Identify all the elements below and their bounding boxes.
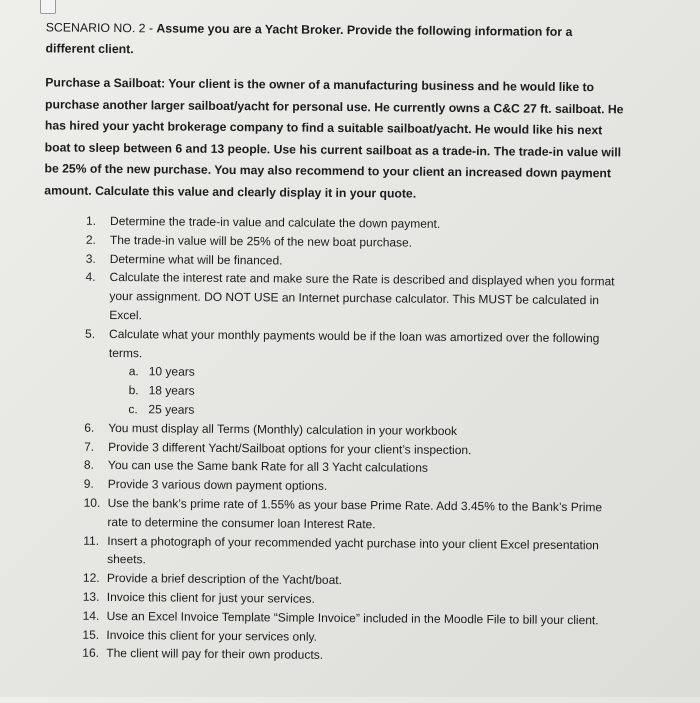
task-list	[82, 212, 616, 668]
item-text: The trade-in value will be 25% of the new boat purchase.	[109, 232, 413, 250]
item-number: 15.	[82, 627, 100, 642]
item-text: Calculate the interest rate and make sure the Rate is described and displayed when you format your assignment. DO NOT USE an Internet purchase calculator. This MUST be calculated in Excel.	[109, 270, 615, 323]
sub-item-text: 18 years	[148, 383, 195, 398]
item-text: Provide 3 different Yacht/Sailboat options for your client’s inspection.	[108, 439, 472, 457]
item-number: 12.	[82, 570, 100, 586]
item-number: 11.	[83, 533, 100, 548]
list-item	[85, 268, 615, 329]
item-text: You must display all Terms (Monthly) calculation in your workbook	[108, 420, 458, 438]
list-item	[83, 494, 613, 536]
item-text: Use the bank’s prime rate of 1.55% as your base Prime Rate. Add 3.45% to the Bank’s Prime rate to determine the consumer loan Interest Rate.	[107, 495, 603, 532]
heading-rest: Assume you are a Yacht Broker. Provide the following information for a different client.	[45, 21, 573, 57]
item-number: 10.	[83, 495, 101, 510]
item-number: 5.	[85, 326, 96, 341]
item-number: 14.	[82, 608, 100, 623]
scenario-heading	[45, 17, 620, 64]
item-text: Invoice this client for your services only.	[106, 627, 318, 644]
item-number: 4.	[85, 270, 96, 285]
sub-item-letter: b.	[128, 383, 139, 398]
item-text: You can use the Same bank Rate for all 3 Yacht calculations	[107, 458, 428, 476]
list-item	[82, 644, 612, 667]
sub-item-text: 25 years	[148, 402, 195, 417]
item-number: 16.	[82, 646, 100, 661]
item-number: 1.	[86, 213, 97, 228]
list-item	[85, 325, 615, 367]
heading-prefix: SCENARIO NO. 2 -	[45, 20, 157, 36]
intro-paragraph: Purchase a Sailboat: Your client is the owner of a manufacturing business and he would like to purchase another larger sailboat/yacht for personal use. He currently owns a C&C 27 ft. sailboat. He has hired your yacht brokerage company to find a suitable sailboat/yacht. He would like his next boat to sleep between 6 and 13 people. Use his current sailboat as a trade-in. The trade-in value will be 25% of the new purchase. You may also recommend to your client an increased down payment amount. Calculate this value and clearly display it in your quote.	[44, 75, 624, 201]
item-number: 2.	[85, 232, 96, 247]
sub-item-text: 10 years	[148, 364, 195, 380]
sub-item-letter: a.	[128, 364, 139, 379]
list-item	[83, 531, 613, 573]
item-text: Use an Excel Invoice Template “Simple Invoice” included in the Moodle File to bill your client.	[106, 608, 599, 627]
item-text: Provide a brief description of the Yacht/boat.	[106, 571, 343, 588]
item-number: 13.	[82, 589, 100, 604]
item-number: 7.	[84, 439, 95, 454]
item-text: Determine what will be financed.	[109, 251, 283, 268]
item-text: Determine the trade-in value and calculate the down payment.	[110, 213, 441, 231]
item-number: 8.	[83, 458, 95, 473]
item-number: 3.	[85, 251, 96, 266]
item-number: 9.	[83, 476, 94, 491]
sub-item-letter: c.	[128, 402, 138, 417]
item-text: Insert a photograph of your recommended yacht purchase into your client Excel presentation sheets.	[107, 533, 599, 567]
item-text: Calculate what your monthly payments would be if the loan was amortized over the following terms.	[108, 326, 600, 360]
item-text: Provide 3 various down payment options.	[107, 477, 328, 494]
item-text: Invoice this client for just your services.	[106, 589, 315, 606]
item-text: The client will pay for their own products.	[106, 646, 324, 663]
item-number: 6.	[84, 420, 95, 435]
